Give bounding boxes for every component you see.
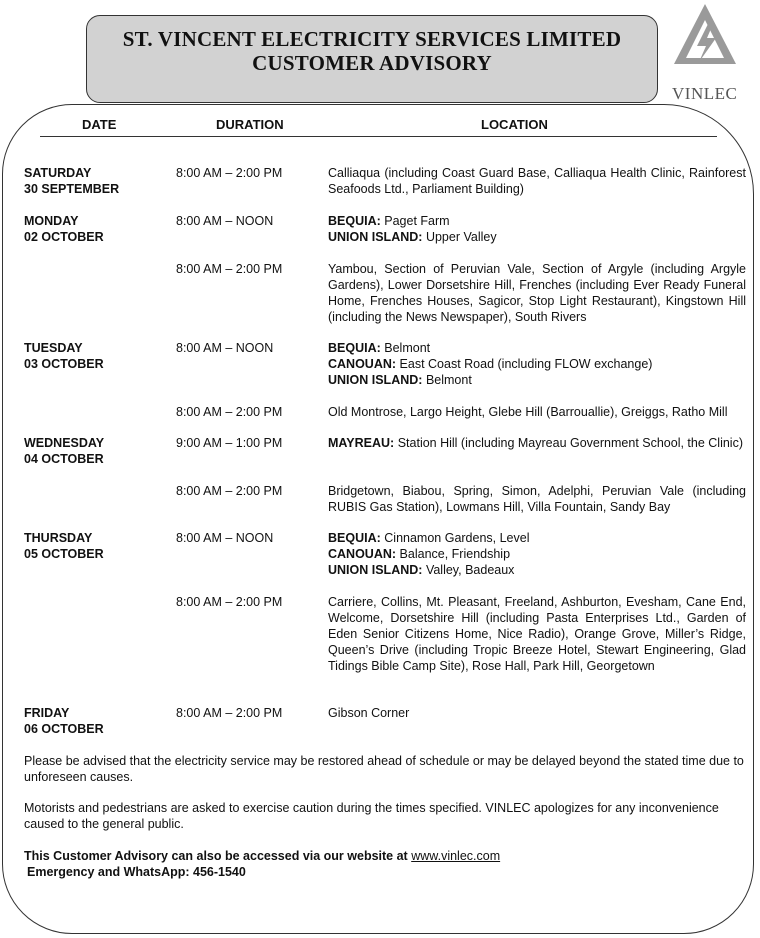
row-location	[328, 213, 746, 245]
row-duration: 8:00 AM – 2:00 PM	[176, 484, 283, 498]
row-date	[24, 213, 104, 245]
row-date	[24, 530, 104, 562]
area-place: UNION ISLAND:	[328, 230, 423, 244]
day-name: TUESDAY	[24, 341, 83, 355]
area-place: MAYREAU:	[328, 436, 395, 450]
row-duration: 8:00 AM – 2:00 PM	[176, 405, 283, 419]
area-detail: Valley, Badeaux	[425, 563, 515, 577]
row-duration: 8:00 AM – 2:00 PM	[176, 706, 283, 720]
day-name: FRIDAY	[24, 706, 70, 720]
area-place: CANOUAN:	[328, 357, 397, 371]
row-date	[24, 165, 119, 197]
logo-text: VINLEC	[672, 84, 738, 103]
area-place: BEQUIA:	[328, 214, 381, 228]
row-location: Bridgetown, Biabou, Spring, Simon, Adelphi, Peruvian Vale (including RUBIS Gas Station), Lowmans Hill, Villa Fountain, Sandy Bay	[328, 484, 746, 514]
day-date: 06 OCTOBER	[24, 722, 104, 736]
day-date: 03 OCTOBER	[24, 357, 104, 371]
day-name: WEDNESDAY	[24, 436, 105, 450]
area-place: CANOUAN:	[328, 547, 397, 561]
row-duration: 8:00 AM – 2:00 PM	[176, 595, 283, 609]
row-location	[328, 530, 746, 578]
title-banner	[86, 15, 658, 103]
row-duration: 9:00 AM – 1:00 PM	[176, 436, 283, 450]
row-duration: 8:00 AM – NOON	[176, 341, 274, 355]
area-detail: Station Hill (including Mayreau Government School, the Clinic)	[397, 436, 743, 450]
row-location	[328, 340, 746, 388]
company-name: ST. VINCENT ELECTRICITY SERVICES LIMITED	[122, 27, 622, 51]
row-date	[24, 340, 104, 372]
schedule-notice: Please be advised that the electricity service may be restored ahead of schedule or may be delayed beyond the stated time due to unforeseen causes.	[24, 754, 744, 784]
area-detail: Upper Valley	[425, 230, 497, 244]
day-date: 02 OCTOBER	[24, 230, 104, 244]
website-text: This Customer Advisory can also be accessed via our website at	[24, 849, 408, 863]
advisory-title: CUSTOMER ADVISORY	[252, 51, 492, 75]
website-link[interactable]: www.vinlec.com	[411, 849, 501, 863]
row-location: Yambou, Section of Peruvian Vale, Section of Argyle (including Argyle Gardens), Lower Dorsetshire Hill, Frenches (including Ever Ready Funeral Home, Frenches Houses, Sagicor, Stop Light Restaurant), Kingstown Hill (including the News Newspaper), South Rivers	[328, 262, 746, 324]
area-detail: Cinnamon Gardens, Level	[384, 531, 530, 545]
day-name: SATURDAY	[24, 166, 92, 180]
emergency-line: Emergency and WhatsApp: 456-1540	[27, 865, 246, 879]
day-date: 05 OCTOBER	[24, 547, 104, 561]
website-line	[24, 848, 500, 864]
row-duration: 8:00 AM – 2:00 PM	[176, 166, 283, 180]
area-detail: Belmont	[425, 373, 472, 387]
area-place: BEQUIA:	[328, 341, 381, 355]
area-detail: Belmont	[384, 341, 431, 355]
column-header-duration: DURATION	[216, 117, 284, 132]
row-date	[24, 705, 104, 737]
caution-notice: Motorists and pedestrians are asked to exercise caution during the times specified. VINLEC apologizes for any inconvenience caused to the general public.	[24, 801, 719, 831]
column-header-date: DATE	[82, 117, 117, 132]
row-location: Calliaqua (including Coast Guard Base, Calliaqua Health Clinic, Rainforest Seafoods Ltd., Parliament Building)	[328, 166, 746, 196]
row-duration: 8:00 AM – NOON	[176, 531, 274, 545]
column-header-location: LOCATION	[481, 117, 548, 132]
area-detail: Balance, Friendship	[399, 547, 511, 561]
row-location: Carriere, Collins, Mt. Pleasant, Freeland, Ashburton, Evesham, Cane End, Welcome, Dorsetshire Hill (including Pasta Enterprises Ltd., Garden of Eden Senior Citizens Home, Nice Radio), Orange Grove, Miller’s Ridge, Queen’s Drive (including Tropic Breeze Hotel, Stewart Engineering, Glad Tidings Bible Camp Site), Rose Hall, Park Hill, Georgetown	[328, 595, 746, 673]
row-location: Old Montrose, Largo Height, Glebe Hill (Barrouallie), Greiggs, Ratho Mill	[328, 405, 728, 419]
area-place: UNION ISLAND:	[328, 373, 423, 387]
row-date	[24, 435, 104, 467]
area-detail: East Coast Road (including FLOW exchange)	[399, 357, 653, 371]
day-name: MONDAY	[24, 214, 79, 228]
day-date: 30 SEPTEMBER	[24, 182, 120, 196]
day-name: THURSDAY	[24, 531, 93, 545]
day-date: 04 OCTOBER	[24, 452, 104, 466]
area-place: UNION ISLAND:	[328, 563, 423, 577]
row-duration: 8:00 AM – NOON	[176, 214, 274, 228]
area-place: BEQUIA:	[328, 531, 381, 545]
row-location: Gibson Corner	[328, 706, 410, 720]
row-location	[328, 435, 746, 451]
area-detail: Paget Farm	[384, 214, 450, 228]
row-duration: 8:00 AM – 2:00 PM	[176, 262, 283, 276]
header-divider	[40, 136, 717, 137]
